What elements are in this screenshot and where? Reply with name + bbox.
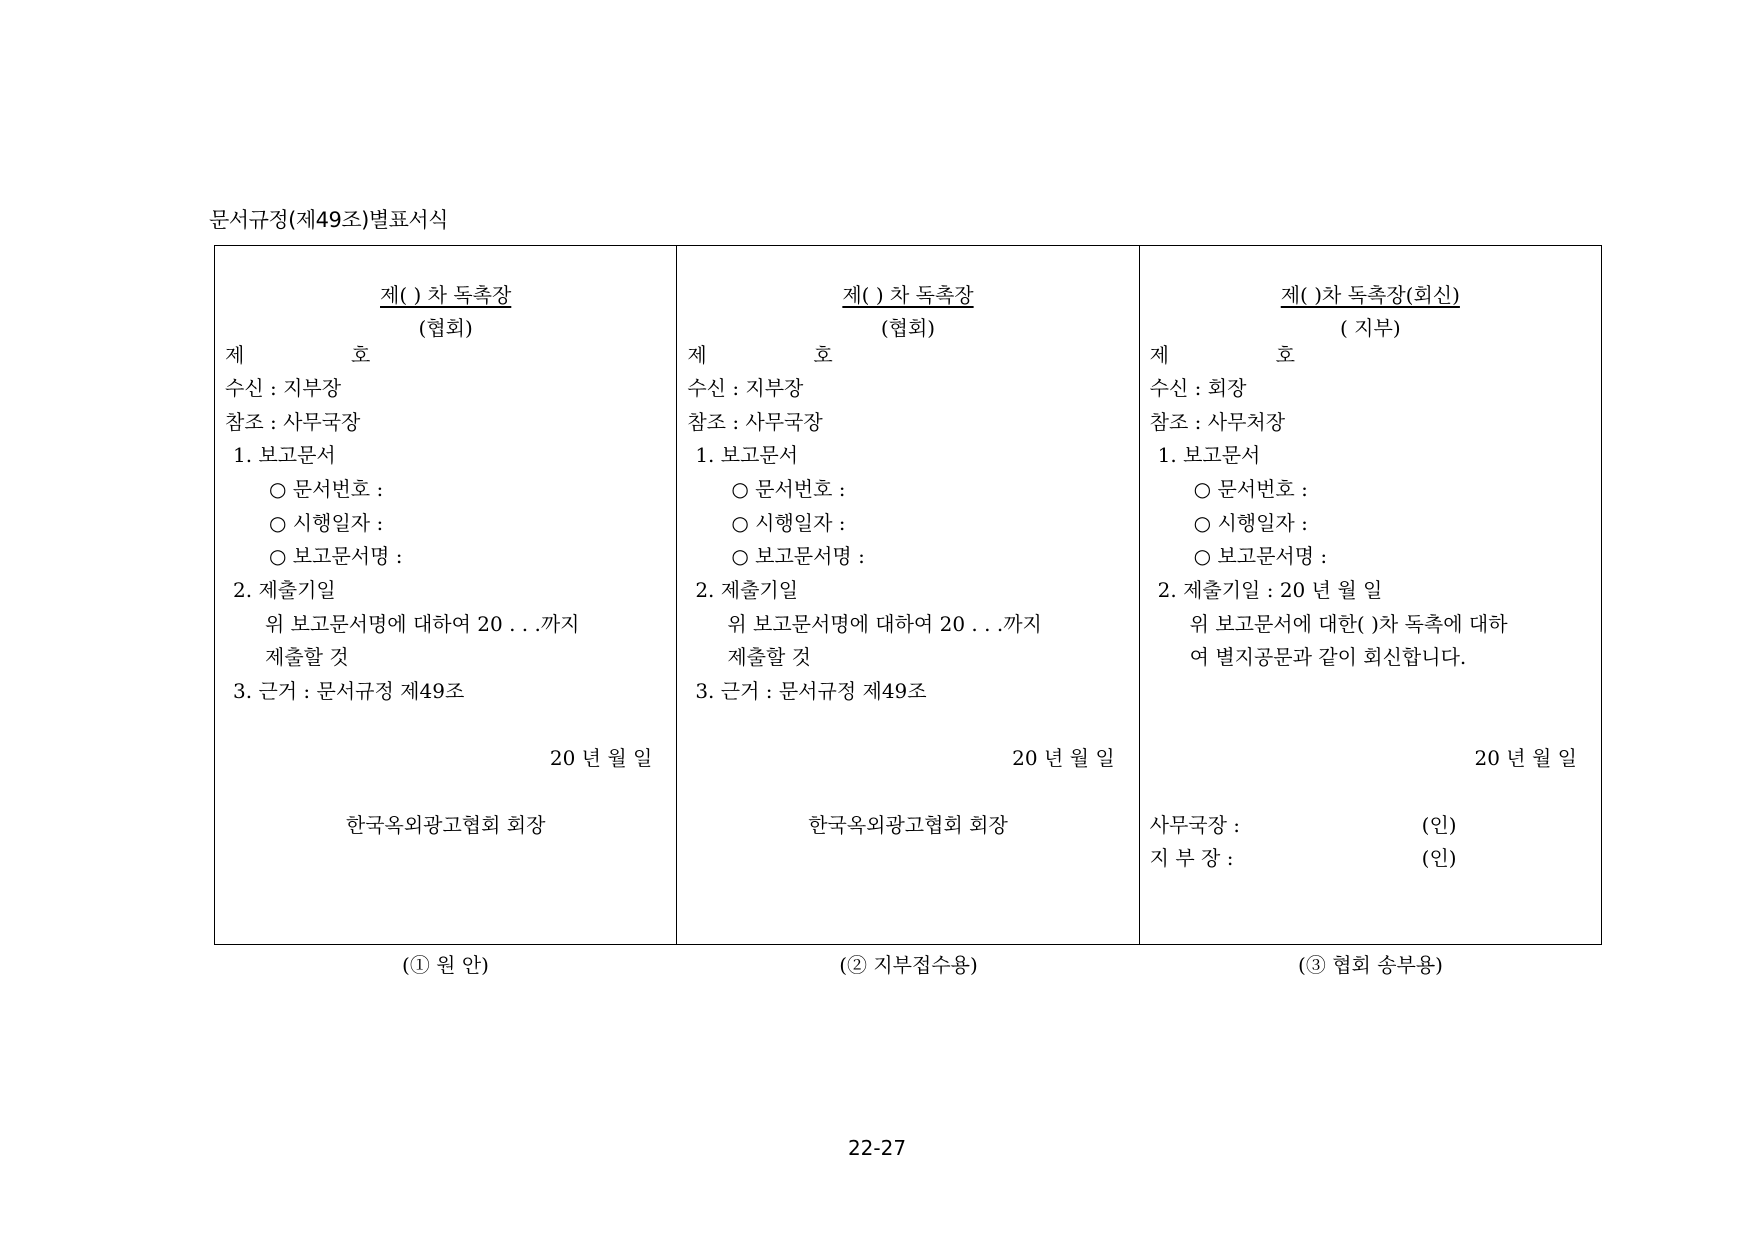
body-line-1: 위 보고문서에 대한( )차 독촉에 대하 xyxy=(1189,612,1508,636)
doc-no-suffix: 호 xyxy=(813,343,833,367)
form-column-original xyxy=(215,246,676,944)
form-subtitle: ( 지부) xyxy=(1340,316,1401,340)
issue-date: 20 년 월 일 xyxy=(1012,746,1115,770)
doc-no-label: 제 xyxy=(687,343,707,367)
item-1-doc-number: ○ 문서번호 : xyxy=(269,477,384,501)
issue-date: 20 년 월 일 xyxy=(1474,746,1577,770)
caption-original: (① 원 안) xyxy=(402,953,489,977)
issue-date: 20 년 월 일 xyxy=(549,746,653,770)
doc-no-suffix: 호 xyxy=(351,343,371,367)
item-1-doc-title: ○ 보고문서명 : xyxy=(731,544,865,568)
page-header: 문서규정(제49조)별표서식 xyxy=(209,208,448,232)
item-1-issue-date: ○ 시행일자 : xyxy=(269,511,384,535)
item-1-issue-date: ○ 시행일자 : xyxy=(731,511,846,535)
item-3-heading: 3. 근거 : 문서규정 제49조 xyxy=(695,679,927,703)
item-3-heading: 3. 근거 : 문서규정 제49조 xyxy=(233,679,465,703)
form-title: 제( )차 독촉장(회신) xyxy=(1280,283,1460,307)
form-title: 제( ) 차 독촉장 xyxy=(380,283,512,307)
recipient-line: 수신 : 지부장 xyxy=(225,376,342,400)
caption-branch-receipt: (② 지부접수용) xyxy=(839,953,978,977)
item-1-doc-number: ○ 문서번호 : xyxy=(731,477,846,501)
form-table xyxy=(214,245,1602,945)
item-1-heading: 1. 보고문서 xyxy=(695,443,799,467)
item-2-heading: 2. 제출기일 xyxy=(233,578,336,602)
recipient-line: 수신 : 회장 xyxy=(1149,376,1247,400)
page-number: 22-27 xyxy=(847,1136,907,1160)
form-column-branch-receipt xyxy=(676,246,1138,944)
item-1-doc-title: ○ 보고문서명 : xyxy=(1193,544,1328,568)
form-subtitle: (협회) xyxy=(880,316,936,340)
doc-no-label: 제 xyxy=(225,343,245,367)
item-1-doc-number: ○ 문서번호 : xyxy=(1193,477,1308,501)
item-1-heading: 1. 보고문서 xyxy=(1157,443,1261,467)
body-line-1: 위 보고문서명에 대하여 20 . . .까지 xyxy=(265,612,580,636)
seal-mark-secretary: (인) xyxy=(1421,813,1457,837)
body-line-2: 여 별지공문과 같이 회신합니다. xyxy=(1189,645,1467,669)
form-subtitle: (협회) xyxy=(418,316,473,340)
reference-line: 참조 : 사무국장 xyxy=(687,410,823,434)
item-1-issue-date: ○ 시행일자 : xyxy=(1193,511,1308,535)
body-line-2: 제출할 것 xyxy=(265,645,349,669)
body-line-1: 위 보고문서명에 대하여 20 . . .까지 xyxy=(727,612,1042,636)
item-1-heading: 1. 보고문서 xyxy=(233,443,336,467)
doc-no-suffix: 호 xyxy=(1275,343,1295,367)
reference-line: 참조 : 사무국장 xyxy=(225,410,361,434)
recipient-line: 수신 : 지부장 xyxy=(687,376,804,400)
form-title: 제( ) 차 독촉장 xyxy=(842,283,974,307)
seal-mark-branch-head: (인) xyxy=(1421,846,1457,870)
signer-line: 한국옥외광고협회 회장 xyxy=(808,813,1008,837)
sign-label-secretary: 사무국장 : xyxy=(1149,813,1241,837)
item-1-doc-title: ○ 보고문서명 : xyxy=(269,544,403,568)
signer-line: 한국옥외광고협회 회장 xyxy=(345,813,546,837)
caption-association-reply: (③ 협회 송부용) xyxy=(1298,953,1443,977)
item-2-heading: 2. 제출기일 : 20 년 월 일 xyxy=(1157,578,1383,602)
reference-line: 참조 : 사무처장 xyxy=(1149,410,1286,434)
sign-label-branch-head: 지 부 장 : xyxy=(1149,846,1234,870)
doc-no-label: 제 xyxy=(1149,343,1169,367)
item-2-heading: 2. 제출기일 xyxy=(695,578,799,602)
form-column-association-reply xyxy=(1139,246,1601,944)
body-line-2: 제출할 것 xyxy=(727,645,811,669)
